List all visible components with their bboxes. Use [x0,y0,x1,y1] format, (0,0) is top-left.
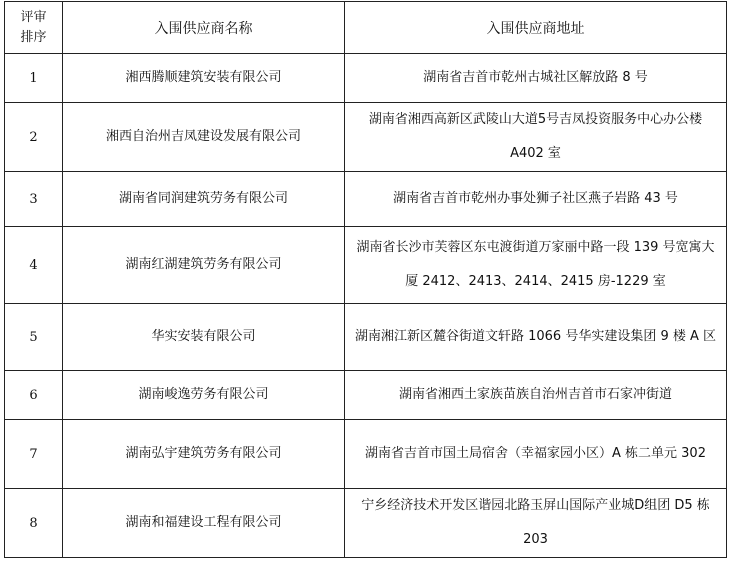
table-header-row [5,2,727,54]
table-row [5,54,727,103]
header-supplier-address: 入围供应商地址 [345,2,727,54]
table-row [5,227,727,304]
supplier-address-cell: 湖南省吉首市国土局宿舍（幸福家园小区）A 栋二单元 302 [345,420,727,489]
table-row [5,172,727,227]
supplier-address-cell: 湖南省吉首市乾州办事处狮子社区燕子岩路 43 号 [345,172,727,227]
rank-cell: 8 [5,489,63,558]
supplier-address-cell: 湖南省湘西高新区武陵山大道5号吉凤投资服务中心办公楼 A402 室 [345,103,727,172]
rank-cell: 3 [5,172,63,227]
supplier-name-cell: 湖南和福建设工程有限公司 [63,489,345,558]
table-row [5,420,727,489]
rank-cell: 4 [5,227,63,304]
supplier-name-cell: 湖南红湖建筑劳务有限公司 [63,227,345,304]
rank-cell: 1 [5,54,63,103]
supplier-name-cell: 湘西腾顺建筑安装有限公司 [63,54,345,103]
supplier-name-cell: 湖南弘宇建筑劳务有限公司 [63,420,345,489]
header-supplier-name: 入围供应商名称 [63,2,345,54]
table-row [5,103,727,172]
rank-cell: 2 [5,103,63,172]
header-rank [5,2,63,54]
rank-cell: 6 [5,371,63,420]
rank-cell: 7 [5,420,63,489]
header-rank-line2: 排序 [20,29,47,45]
rank-cell: 5 [5,304,63,371]
table-row [5,489,727,558]
table-row [5,304,727,371]
supplier-name-cell: 华实安装有限公司 [63,304,345,371]
supplier-table [4,1,727,558]
header-rank-line1: 评审 [20,9,47,25]
supplier-address-cell: 湖南省长沙市芙蓉区东屯渡街道万家丽中路一段 139 号宽寓大厦 2412、2413、2414、2415 房-1229 室 [345,227,727,304]
supplier-address-cell: 湖南省湘西土家族苗族自治州吉首市石家冲街道 [345,371,727,420]
supplier-address-cell: 宁乡经济技术开发区谐园北路玉屏山国际产业城D组团 D5 栋 203 [345,489,727,558]
supplier-name-cell: 湖南峻逸劳务有限公司 [63,371,345,420]
supplier-name-cell: 湘西自治州吉凤建设发展有限公司 [63,103,345,172]
supplier-address-cell: 湖南湘江新区麓谷街道文轩路 1066 号华实建设集团 9 楼 A 区 [345,304,727,371]
supplier-address-cell: 湖南省吉首市乾州古城社区解放路 8 号 [345,54,727,103]
supplier-name-cell: 湖南省同润建筑劳务有限公司 [63,172,345,227]
table-row [5,371,727,420]
